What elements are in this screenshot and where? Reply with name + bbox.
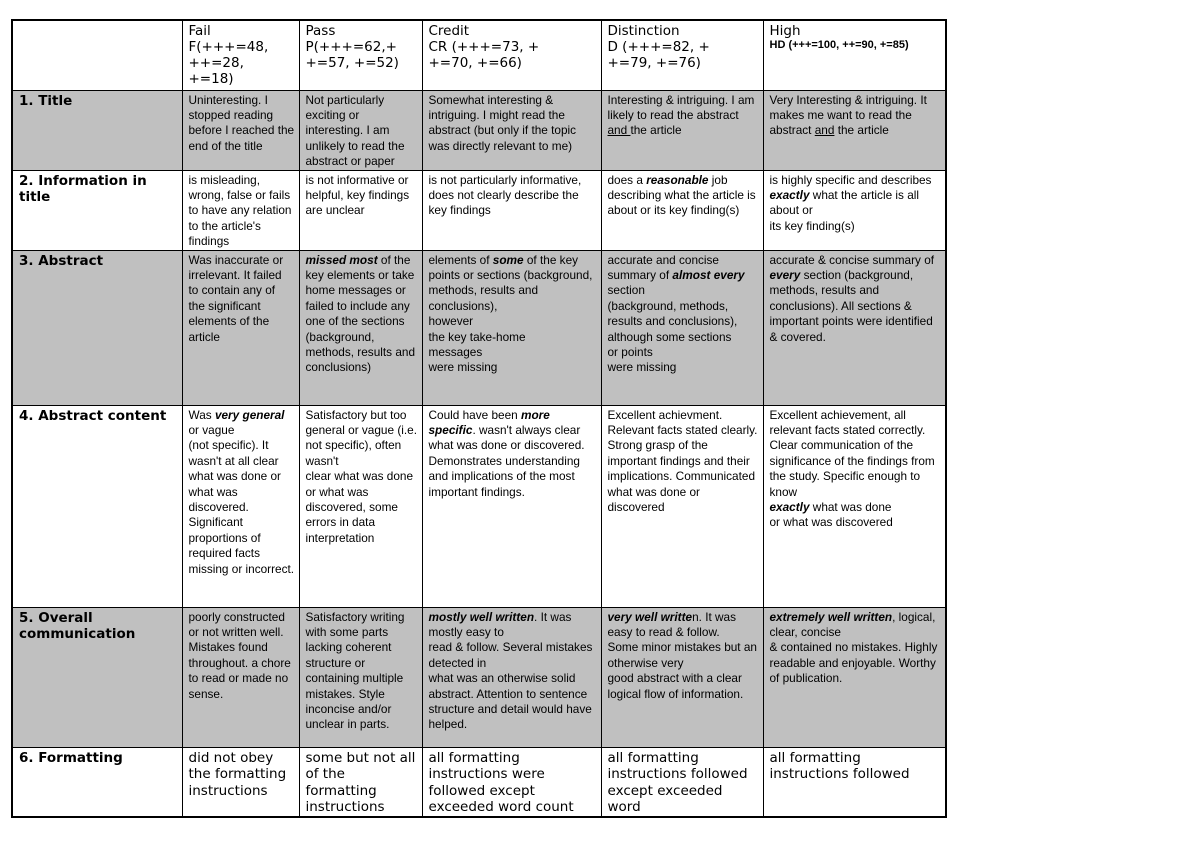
criterion-overall-communication: 5. Overall communication [12, 607, 182, 747]
cell-distinction [601, 607, 763, 747]
header-fail: Fail F(+++=48, ++=28, +=18) [182, 20, 299, 90]
text: what the article is all about or its key finding(s) [769, 187, 920, 233]
text: does a [607, 172, 647, 187]
text: accurate and concise summary of [607, 252, 719, 282]
cell-fail: Was inaccurate or irrelevant. It failed to contain any of the significant elements of the article [182, 250, 299, 405]
text: or vague (not specific). It wasn't at all clear what was done or what was discovered. Significant proportions of required facts missing or incorrect. [188, 422, 295, 576]
header-credit: Credit CR (+++=73, + +=70, +=66) [422, 20, 601, 90]
marking-rubric-table [11, 19, 947, 818]
text: section (background, methods, results and conclusions), although some sections or points were missing [607, 283, 738, 375]
cell-fail: is misleading, wrong, false or fails to have any relation to the article's findings [182, 170, 299, 250]
text: . wasn't always clear what was done or discovered. Demonstrates understanding and implications of the most important findings. [428, 422, 585, 499]
text: of the key points or sections (background, methods, results and conclusions), however the key take-home messages were missing [428, 252, 593, 375]
cell-credit [422, 405, 601, 607]
cell-high [763, 405, 946, 607]
text: elements of [428, 252, 493, 267]
emphasis-text: almost every [672, 267, 745, 282]
emphasis-text: mostly well written [428, 609, 535, 624]
cell-high [763, 607, 946, 747]
cell-credit: is not particularly informative, does not clearly describe the key findings [422, 170, 601, 250]
text: the article [834, 123, 889, 138]
criterion-formatting: 6. Formatting [12, 747, 182, 817]
header-empty-cell [12, 20, 182, 90]
header-pass: Pass P(+++=62,+ +=57, +=52) [299, 20, 422, 90]
text: is highly specific and describes [769, 172, 932, 187]
text: , logical, clear, concise & contained no mistakes. Highly readable and enjoyable. Worthy of publication. [769, 609, 938, 686]
cell-distinction [601, 90, 763, 170]
text: Was [188, 407, 215, 422]
text: n. It was easy to read & follow. Some minor mistakes but an otherwise very good abstract with a clear logical flow of information. [607, 609, 757, 701]
cell-fail: did not obey the formatting instructions [182, 747, 299, 817]
cell-distinction [601, 250, 763, 405]
rubric-row-abstract [12, 250, 946, 405]
criterion-title: 1. Title [12, 90, 182, 170]
cell-high [763, 170, 946, 250]
rubric-row-formatting [12, 747, 946, 817]
header-row [12, 20, 946, 90]
cell-distinction [601, 170, 763, 250]
text: Very Interesting & intriguing. It makes me want to read the abstract [769, 92, 927, 138]
cell-fail: poorly constructed or not written well. Mistakes found throughout. a chore to read or made no sense. [182, 607, 299, 747]
emphasis-text: some [492, 252, 524, 267]
cell-credit [422, 607, 601, 747]
emphasis-text: very general [214, 407, 285, 422]
cell-pass: Not particularly exciting or interesting. I am unlikely to read the abstract or paper [299, 90, 422, 170]
underlined-text: and [607, 123, 631, 138]
emphasis-text: exactly [769, 500, 810, 514]
criterion-abstract-content: 4. Abstract content [12, 405, 182, 607]
cell-pass: Satisfactory writing with some parts lacking coherent structure or containing multiple mistakes. Style inconcise and/or unclear in parts. [299, 607, 422, 747]
cell-high [763, 90, 946, 170]
cell-high [763, 250, 946, 405]
header-high-scale: HD (+++=100, ++=90, +=85) [769, 39, 909, 51]
header-distinction: Distinction D (+++=82, + +=79, +=76) [601, 20, 763, 90]
cell-fail [182, 405, 299, 607]
emphasis-text: reasonable [646, 172, 709, 187]
text: accurate & concise summary of [769, 252, 935, 267]
underlined-text: and [814, 123, 835, 138]
cell-credit: all formatting instructions were followed except exceeded word count [422, 747, 601, 817]
emphasis-text: every [769, 267, 801, 282]
cell-distinction: all formatting instructions followed except exceeded word [601, 747, 763, 817]
header-high [763, 20, 946, 90]
criterion-abstract: 3. Abstract [12, 250, 182, 405]
emphasis-text: missed most [305, 252, 378, 267]
cell-fail: Uninteresting. I stopped reading before I reached the end of the title [182, 90, 299, 170]
text: what was done or what was discovered [769, 500, 893, 530]
text: Could have been [428, 407, 521, 422]
text: job describing what the article is about or its key finding(s) [607, 172, 756, 218]
text: Interesting & intriguing. I am likely to read the abstract [607, 92, 755, 122]
header-high-title: High [769, 23, 801, 39]
text: section (background, methods, results and conclusions). All sections & important points were identified & covered. [769, 267, 933, 344]
cell-pass: some but not all of the formatting instructions [299, 747, 422, 817]
cell-pass [299, 250, 422, 405]
text: the article [630, 123, 682, 138]
rubric-row-information-in-title [12, 170, 946, 250]
cell-credit [422, 250, 601, 405]
cell-pass: Satisfactory but too general or vague (i.e. not specific), often wasn't clear what was done or what was discovered, some errors in data interpretation [299, 405, 422, 607]
rubric-row-title [12, 90, 946, 170]
emphasis-text: exactly [769, 187, 810, 202]
cell-distinction: Excellent achievment. Relevant facts stated clearly. Strong grasp of the important findings and their implications. Communicated what was done or discovered [601, 405, 763, 607]
text: of the key elements or take home messages or failed to include any one of the sections (background, methods, results and conclusions) [305, 252, 416, 375]
emphasis-text: extremely well written [769, 609, 893, 624]
cell-credit: Somewhat interesting & intriguing. I might read the abstract (but only if the topic was directly relevant to me) [422, 90, 601, 170]
text: Excellent achievement, all relevant facts stated correctly. Clear communication of the significance of the findings from the study. Specific enough to know [769, 407, 935, 499]
emphasis-text: very well writte [607, 609, 693, 624]
rubric-row-abstract-content [12, 405, 946, 607]
rubric-row-overall-communication [12, 607, 946, 747]
emphasis-text: more specific [428, 407, 550, 437]
cell-pass: is not informative or helpful, key findings are unclear [299, 170, 422, 250]
criterion-information-in-title: 2. Information in title [12, 170, 182, 250]
cell-high: all formatting instructions followed [763, 747, 946, 817]
text: . It was mostly easy to read & follow. Several mistakes detected in what was an otherwise solid abstract. Attention to sentence structure and detail would have helped. [428, 609, 593, 732]
